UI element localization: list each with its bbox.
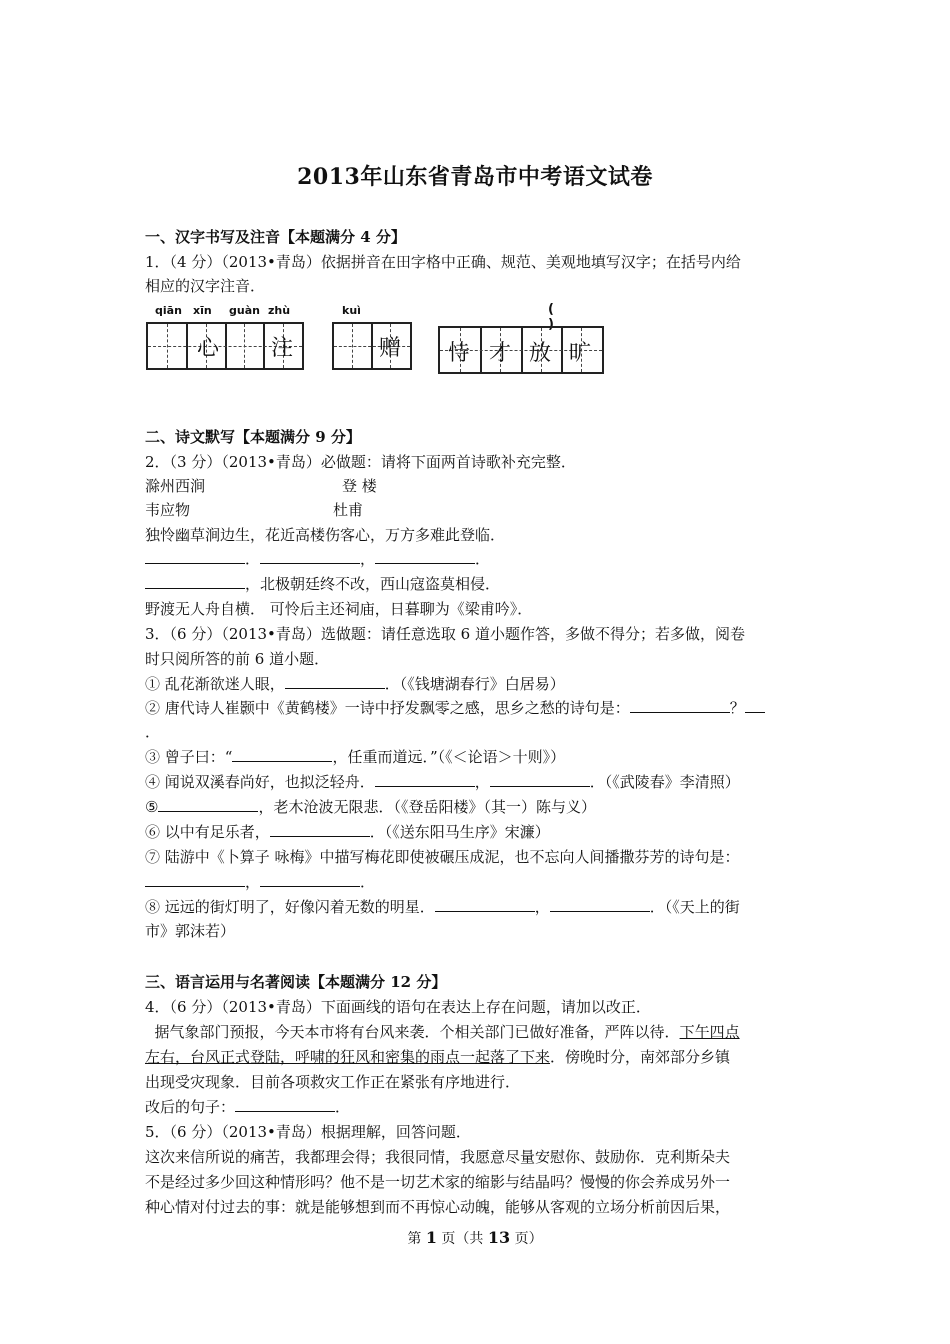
answer-blank[interactable] <box>745 696 765 713</box>
section-heading-3: 三、语言运用与名著阅读【本题满分 12 分】 <box>145 973 447 991</box>
poem-line-b: ． ， ． <box>145 547 810 571</box>
answer-blank[interactable] <box>145 870 245 887</box>
handwritten-char: 赠 <box>379 336 402 361</box>
footer-text: 页（共 <box>436 1231 488 1247</box>
item-5 <box>145 795 810 819</box>
reading-line-2: 不是经过多少回这种情形吗？他不是一切艺术家的缩影与结晶吗？慢慢的你会养成另外一 <box>145 1173 731 1191</box>
question-1-line-1: 1．（4 分）（2013•青岛）依据拼音在田字格中正确、规范、美观地填写汉字；在括号内给 <box>145 253 741 271</box>
item-6 <box>145 820 810 844</box>
item-text: ⑧ 远远的街灯明了，好像闪着无数的明星． <box>145 898 435 916</box>
answer-blank[interactable] <box>260 547 360 564</box>
question-5: 5．（6 分）（2013•青岛）根据理解，回答问题． <box>145 1123 471 1141</box>
answer-blank[interactable] <box>270 820 370 837</box>
item-2 <box>145 696 810 720</box>
answer-blank[interactable] <box>235 1095 335 1112</box>
item-text: ① 乱花渐欲迷人眼， <box>145 675 285 693</box>
page-footer <box>0 1228 950 1248</box>
answer-blank[interactable] <box>490 770 590 787</box>
handwritten-char: 旷 <box>569 341 592 366</box>
underlined-text: 左右，台风正式登陆，呼啸的狂风和密集的雨点一起落了下来 <box>145 1048 551 1066</box>
total-pages: 13 <box>487 1228 511 1247</box>
poem-line-d: 野渡无人舟自横． 可怜后主还祠庙，日暮聊为《梁甫吟》． <box>145 600 533 618</box>
revised-sentence: 改后的句子： ． <box>145 1095 810 1119</box>
poem-2-author: 杜甫 <box>333 501 364 519</box>
item-2-end: ． <box>145 723 161 741</box>
question-1-line-2: 相应的汉字注音． <box>145 277 266 295</box>
item-text: ．（《钱塘湖春行》白居易） <box>384 675 565 693</box>
question-3-line-2: 时只阅所答的前 6 道小题． <box>145 650 330 668</box>
answer-blank[interactable] <box>550 895 650 912</box>
page-title: 2013年山东省青岛市中考语文试卷 <box>297 164 653 190</box>
pinyin-parentheses: ( ) <box>548 302 554 332</box>
poem-1-title: 滁州西涧 <box>145 477 206 495</box>
item-1 <box>145 672 810 696</box>
page-number: 1 <box>425 1228 437 1247</box>
passage-text: ．傍晚时分，南郊部分乡镇 <box>550 1048 731 1066</box>
pinyin-label: kuì <box>342 304 361 317</box>
handwritten-char: 注 <box>271 336 294 361</box>
item-text: ，任重而道远．”（《＜论语＞十则》） <box>332 748 566 766</box>
poem-line-a: 独怜幽草涧边生，花近高楼伤客心，万方多难此登临． <box>145 526 506 544</box>
poem-titles <box>145 474 810 498</box>
passage-line-1 <box>145 1020 810 1044</box>
item-8-end: 市》郭沫若） <box>145 922 236 940</box>
handwritten-char: 才 <box>489 341 512 366</box>
section-heading-1: 一、汉字书写及注音【本题满分 4 分】 <box>145 228 406 246</box>
item-4: ④ 闻说双溪春尚好，也拟泛轻舟． ， ．（《武陵春》李清照） <box>145 770 810 794</box>
pinyin-label: guàn <box>229 304 260 317</box>
footer-text: 第 <box>407 1231 426 1247</box>
underlined-text: 下午四点 <box>679 1023 740 1041</box>
item-text: ．（《武陵春》李清照） <box>589 773 740 791</box>
item-7-blanks: ， ． <box>145 870 810 894</box>
handwritten-char: 恃 <box>448 341 471 366</box>
item-text: ⑥ 以中有足乐者， <box>145 823 270 841</box>
answer-blank[interactable] <box>260 870 360 887</box>
poem-line-c-text: ，北极朝廷终不改，西山寇盗莫相侵． <box>245 575 501 593</box>
answer-blank[interactable] <box>158 795 258 812</box>
poem-authors <box>145 498 810 522</box>
pinyin-label: qiān <box>155 304 182 317</box>
item-text: ⑤ <box>145 798 159 816</box>
item-text: ？ <box>729 699 745 717</box>
pinyin-label: xīn <box>193 304 212 317</box>
item-8: ⑧ 远远的街灯明了，好像闪着无数的明星． ， ．（《天上的街 <box>145 895 810 919</box>
pinyin-label: zhù <box>268 304 291 317</box>
reading-line-1: 这次来信所说的痛苦，我都理会得；我很同情，我愿意尽量安慰你、鼓励你．克利斯朵夫 <box>145 1148 731 1166</box>
answer-blank[interactable] <box>145 572 245 589</box>
question-3-line-1: 3．（6 分）（2013•青岛）选做题：请任意选取 6 道小题作答，多做不得分；若多做，阅卷 <box>145 625 745 643</box>
poem-1-author: 韦应物 <box>145 501 191 519</box>
handwritten-char: 放 <box>529 341 552 366</box>
answer-blank[interactable] <box>375 547 475 564</box>
poem-2-title: 登 楼 <box>342 477 377 495</box>
item-3 <box>145 745 810 769</box>
section-heading-2: 二、诗文默写【本题满分 9 分】 <box>145 428 361 446</box>
answer-blank[interactable] <box>285 672 385 689</box>
poem-line-c <box>145 572 810 596</box>
item-text: ．（《送东阳马生序》宋濂） <box>369 823 550 841</box>
answer-blank[interactable] <box>375 770 475 787</box>
item-text: ．（《天上的街 <box>649 898 740 916</box>
passage-line-3: 出现受灾现象．目前各项救灾工作正在紧张有序地进行． <box>145 1073 521 1091</box>
passage-line-2 <box>145 1045 810 1069</box>
item-text: ② 唐代诗人崔颢中《黄鹤楼》一诗中抒发飘零之感，思乡之愁的诗句是： <box>145 699 630 717</box>
handwritten-char: 心 <box>197 336 220 361</box>
item-text: ④ 闻说双溪春尚好，也拟泛轻舟． <box>145 773 375 791</box>
item-text: ③ 曾子曰：“ <box>145 748 233 766</box>
footer-text: 页） <box>510 1231 543 1247</box>
reading-line-3: 种心情对付过去的事：就是能够想到而不再惊心动魄，能够从客观的立场分析前因后果， <box>145 1198 731 1216</box>
item-7: ⑦ 陆游中《卜算子 咏梅》中描写梅花即使被碾压成泥，也不忘向人间播撒芬芳的诗句是： <box>145 848 740 866</box>
answer-blank[interactable] <box>630 696 730 713</box>
question-2: 2．（3 分）（2013•青岛）必做题：请将下面两首诗歌补充完整． <box>145 453 576 471</box>
question-4: 4．（6 分）（2013•青岛）下面画线的语句在表达上存在问题，请加以改正． <box>145 998 651 1016</box>
answer-blank[interactable] <box>145 547 245 564</box>
passage-text: 据气象部门预报，今天本市将有台风来袭．个相关部门已做好准备，严阵以待． <box>154 1023 680 1041</box>
item-text: ，老木沧波无限悲．（《登岳阳楼》（其一）陈与义） <box>258 798 596 816</box>
answer-blank[interactable] <box>232 745 332 762</box>
answer-blank[interactable] <box>435 895 535 912</box>
revised-label: 改后的句子： <box>145 1098 236 1116</box>
